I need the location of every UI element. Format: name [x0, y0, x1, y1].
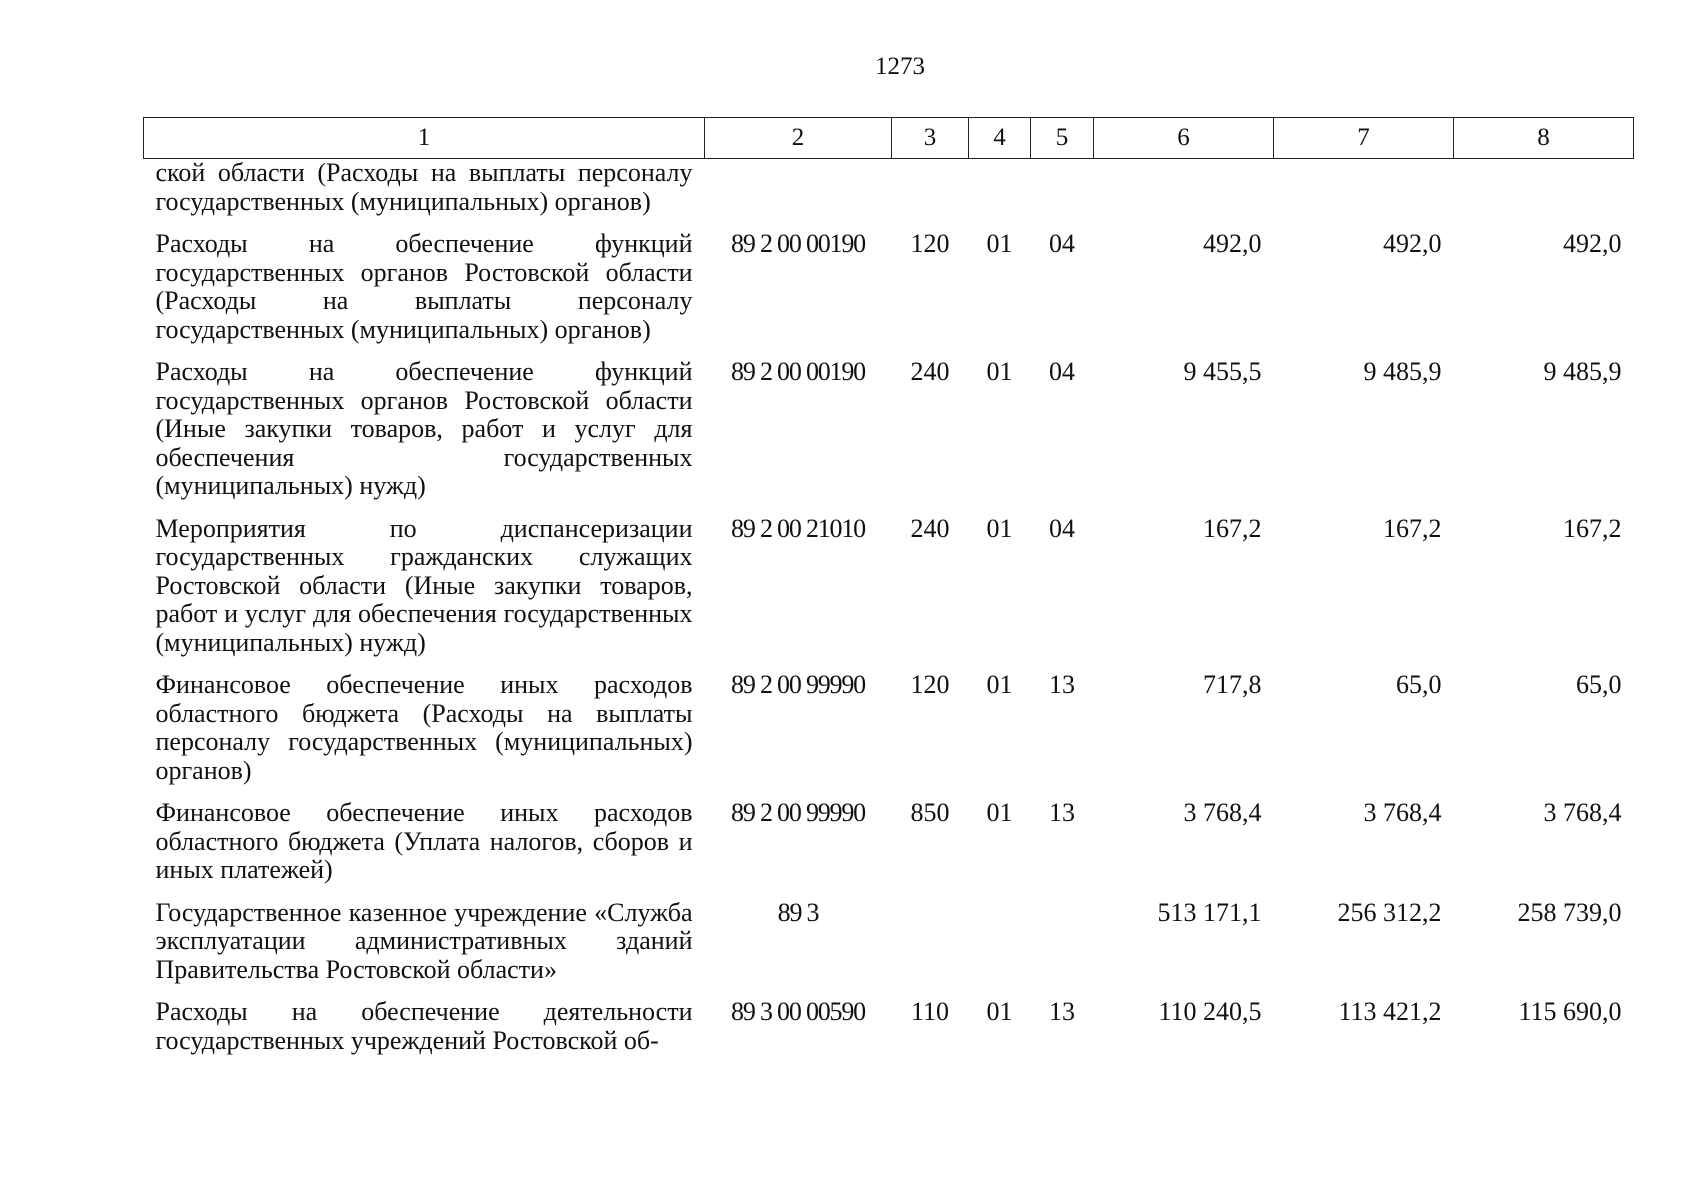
- row-pr: 13: [1049, 670, 1075, 699]
- table-row: [144, 657, 1634, 785]
- header-col-5: 5: [1031, 118, 1094, 159]
- row-pr: 04: [1049, 229, 1075, 258]
- row-code: [705, 159, 892, 217]
- row-year-1: 717,8: [1203, 670, 1262, 699]
- header-col-3: 3: [892, 118, 969, 159]
- row-year-2: 167,2: [1383, 513, 1442, 543]
- row-rz: 01: [986, 670, 1013, 699]
- row-vr: [892, 159, 969, 217]
- header-row: [144, 118, 1634, 159]
- row-year-3: 115 690,0: [1518, 997, 1622, 1026]
- row-year-2: 9 485,9: [1363, 357, 1442, 386]
- row-pr: 04: [1049, 357, 1075, 386]
- page-number: 1273: [875, 53, 925, 80]
- row-rz: 01: [986, 357, 1013, 386]
- row-year-2: 3 768,4: [1363, 798, 1442, 827]
- row-name: Мероприятия по диспансеризации государственных гражданских служащих Ростовской области (Иные закупки товаров, работ и услуг для обеспечения государственных (муниципальных) нужд): [155, 513, 693, 657]
- header-col-7: 7: [1274, 118, 1454, 159]
- row-year-3: 9 485,9: [1543, 357, 1622, 386]
- row-vr: 120: [910, 229, 950, 258]
- row-rz: 01: [986, 513, 1013, 543]
- table-row: [144, 159, 1634, 217]
- row-rz: [969, 159, 1031, 217]
- row-rz: 01: [986, 997, 1013, 1026]
- table-row: [144, 216, 1634, 344]
- table-row: [144, 785, 1634, 885]
- table-row: [144, 501, 1634, 658]
- row-year-2: 256 312,2: [1337, 897, 1442, 927]
- row-year-1: 9 455,5: [1183, 357, 1262, 386]
- row-vr: 110: [910, 997, 950, 1026]
- row-code: 89 2 00 21010: [731, 513, 865, 543]
- row-code: 89 2 00 99990: [731, 798, 865, 827]
- row-year-3: 258 739,0: [1517, 897, 1622, 927]
- row-code: 89 2 00 00190: [731, 357, 865, 386]
- row-name: Расходы на обеспечение функций государственных органов Ростовской области (Иные закупки товаров, работ и услуг для обеспечения государственных (муниципальных) нужд): [155, 357, 693, 500]
- row-rz: 01: [986, 798, 1013, 827]
- row-vr: [892, 885, 969, 985]
- row-name: Государственное казенное учреждение «Служба эксплуатации административных зданий Правительства Ростовской области»: [155, 897, 693, 984]
- row-name: Расходы на обеспечение деятельности государственных учреждений Ростовской об-: [155, 997, 693, 1055]
- row-vr: 850: [910, 798, 950, 827]
- row-vr: 120: [910, 670, 950, 699]
- row-vr: 240: [910, 513, 950, 543]
- header-col-2: 2: [705, 118, 892, 159]
- row-code: 89 3 00 00590: [731, 997, 865, 1026]
- header-col-8: 8: [1454, 118, 1634, 159]
- header-col-4: 4: [969, 118, 1031, 159]
- row-year-2: 113 421,2: [1338, 997, 1442, 1026]
- table-body: [144, 159, 1634, 1056]
- row-year-1: 492,0: [1203, 229, 1262, 258]
- row-year-3: 3 768,4: [1543, 798, 1622, 827]
- row-name: Финансовое обеспечение иных расходов областного бюджета (Расходы на выплаты персоналу государственных (муниципальных) органов): [155, 670, 693, 785]
- row-year-2: 492,0: [1383, 229, 1442, 258]
- row-name: Финансовое обеспечение иных расходов областного бюджета (Уплата налогов, сборов и иных платежей): [155, 798, 693, 884]
- row-pr: [1031, 159, 1094, 217]
- row-name: Расходы на обеспечение функций государственных органов Ростовской области (Расходы на выплаты персоналу государственных (муниципальных) органов): [155, 229, 693, 344]
- row-year-1: 110 240,5: [1158, 997, 1262, 1026]
- row-name: ской области (Расходы на выплаты персоналу государственных (муниципальных) органов): [155, 158, 693, 216]
- row-year-2: [1274, 159, 1454, 217]
- row-year-1: [1094, 159, 1274, 217]
- row-vr: 240: [910, 357, 950, 386]
- row-year-3: 492,0: [1563, 229, 1622, 258]
- table-row: [144, 344, 1634, 501]
- header-col-1: 1: [144, 118, 705, 159]
- row-pr: 13: [1049, 997, 1075, 1026]
- header-col-6: 6: [1094, 118, 1274, 159]
- row-rz: 01: [986, 229, 1013, 258]
- row-year-2: 65,0: [1396, 670, 1442, 699]
- row-code: 89 2 00 99990: [731, 670, 865, 699]
- row-code: 89 3: [777, 897, 819, 927]
- row-pr: 04: [1049, 513, 1075, 543]
- row-year-3: [1454, 159, 1634, 217]
- row-year-3: 167,2: [1563, 513, 1622, 543]
- row-year-1: 513 171,1: [1157, 897, 1262, 927]
- table-row: [144, 984, 1634, 1055]
- row-pr: [1031, 885, 1094, 985]
- row-year-1: 3 768,4: [1183, 798, 1262, 827]
- row-rz: [969, 885, 1031, 985]
- row-pr: 13: [1049, 798, 1075, 827]
- budget-table: [143, 117, 1634, 1055]
- table-header: [144, 118, 1634, 159]
- table-row: [144, 885, 1634, 985]
- row-year-1: 167,2: [1203, 513, 1262, 543]
- row-code: 89 2 00 00190: [731, 229, 865, 258]
- row-year-3: 65,0: [1576, 670, 1622, 699]
